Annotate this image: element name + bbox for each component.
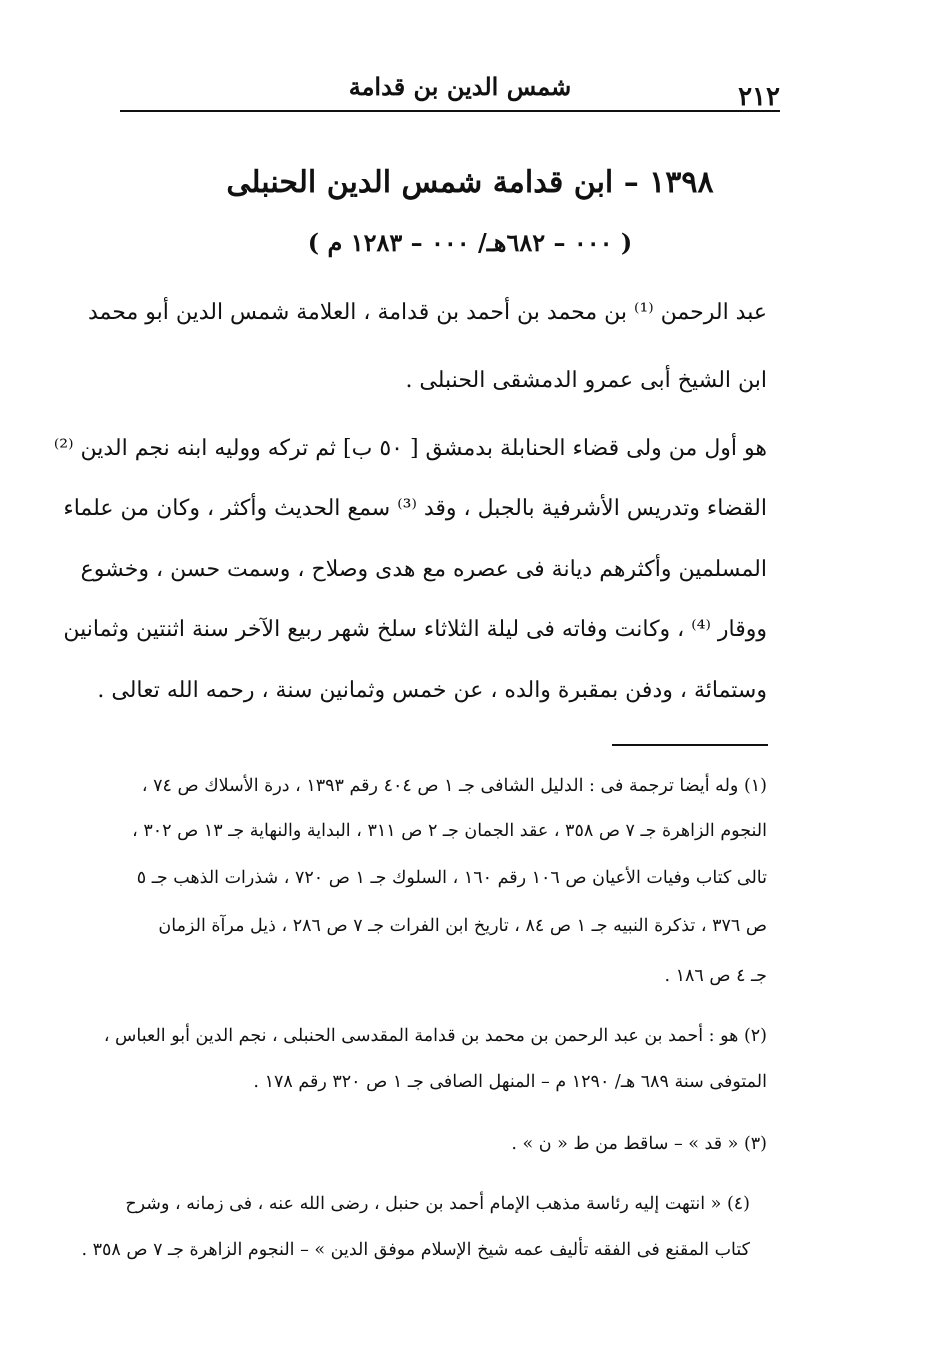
body-line: عبد الرحمن ⁽¹⁾ بن محمد بن أحمد بن قدامة ، العلامة شمس الدين أبو محمد bbox=[87, 300, 767, 325]
footnote-4 bbox=[95, 1194, 750, 1214]
footnote-2 bbox=[103, 1026, 767, 1046]
footnote-number: (٤) bbox=[726, 1194, 750, 1214]
footnote-line: كتاب المقنع فى الفقه تأليف عمه شيخ الإسلام موفق الدين » – النجوم الزاهرة جـ ٧ ص ٣٥٨ . bbox=[81, 1240, 750, 1260]
footnote-separator bbox=[612, 744, 768, 746]
footnote-line: تالى كتاب وفيات الأعيان ص ١٠٦ رقم ١٦٠ ، السلوك جـ ١ ص ٧٢٠ ، شذرات الذهب جـ ٥ bbox=[136, 868, 767, 888]
footnote-number: (١) bbox=[743, 776, 767, 796]
footnote-line: النجوم الزاهرة جـ ٧ ص ٣٥٨ ، عقد الجمان جـ ٢ ص ٣١١ ، البداية والنهاية جـ ١٣ ص ٣٠٢ ، bbox=[132, 821, 767, 841]
body-line: هو أول من ولى قضاء الحنابلة بدمشق [ ٥٠ ب] ثم تركه ووليه ابنه نجم الدين ⁽²⁾ bbox=[53, 436, 767, 461]
footnote-line: المتوفى سنة ٦٨٩ هـ/ ١٢٩٠ م – المنهل الصافى جـ ١ ص ٣٢٠ رقم ١٧٨ . bbox=[253, 1072, 767, 1092]
footnote-number: (٣) bbox=[743, 1134, 767, 1154]
page-header bbox=[120, 60, 780, 112]
body-line: القضاء وتدريس الأشرفية بالجبل ، وقد ⁽³⁾ سمع الحديث وأكثر ، وكان من علماء bbox=[63, 496, 767, 521]
footnote-text: هو : أحمد بن عبد الرحمن بن محمد بن قدامة المقدسى الحنبلى ، نجم الدين أبو العباس ، bbox=[103, 1026, 739, 1046]
footnote-text: « انتهت إليه رئاسة مذهب الإمام أحمد بن حنبل ، رضى الله عنه ، فى زمانه ، وشرح bbox=[125, 1194, 722, 1214]
footnote-number: (٢) bbox=[743, 1026, 767, 1046]
page-number: ٢١٢ bbox=[738, 82, 780, 112]
running-title: شمس الدين بن قدامة bbox=[348, 72, 572, 101]
footnote-line: ص ٣٧٦ ، تذكرة النبيه جـ ١ ص ٨٤ ، تاريخ ابن الفرات جـ ٧ ص ٢٨٦ ، ذيل مرآة الزمان bbox=[158, 916, 767, 936]
body-line: ابن الشيخ أبى عمرو الدمشقى الحنبلى . bbox=[405, 368, 767, 393]
footnote-text: وله أيضا ترجمة فى : الدليل الشافى جـ ١ ص ٤٠٤ رقم ١٣٩٣ ، درة الأسلاك ص ٧٤ ، bbox=[141, 776, 739, 796]
body-line: المسلمين وأكثرهم ديانة فى عصره مع هدى وصلاح ، وسمت حسن ، وخشوع bbox=[80, 557, 767, 582]
entry-dates: ( ٠٠٠ – ٦٨٢هـ/ ٠٠٠ – ١٢٨٣ م ) bbox=[307, 228, 633, 257]
footnote-line: جـ ٤ ص ١٨٦ . bbox=[664, 966, 767, 986]
footnote-1 bbox=[112, 776, 767, 796]
header-rule bbox=[120, 110, 780, 112]
body-line: وستمائة ، ودفن بمقبرة والده ، عن خمس وثمانين سنة ، رحمه الله تعالى . bbox=[97, 678, 767, 703]
body-line: ووقار ⁽⁴⁾ ، وكانت وفاته فى ليلة الثلاثاء سلخ شهر ربيع الآخر سنة اثنتين وثمانين bbox=[63, 617, 767, 642]
footnote-text: « قد » – ساقط من ط « ن » . bbox=[511, 1134, 739, 1154]
footnote-3 bbox=[112, 1134, 767, 1154]
entry-title: ١٣٩٨ – ابن قدامة شمس الدين الحنبلى bbox=[226, 165, 714, 200]
